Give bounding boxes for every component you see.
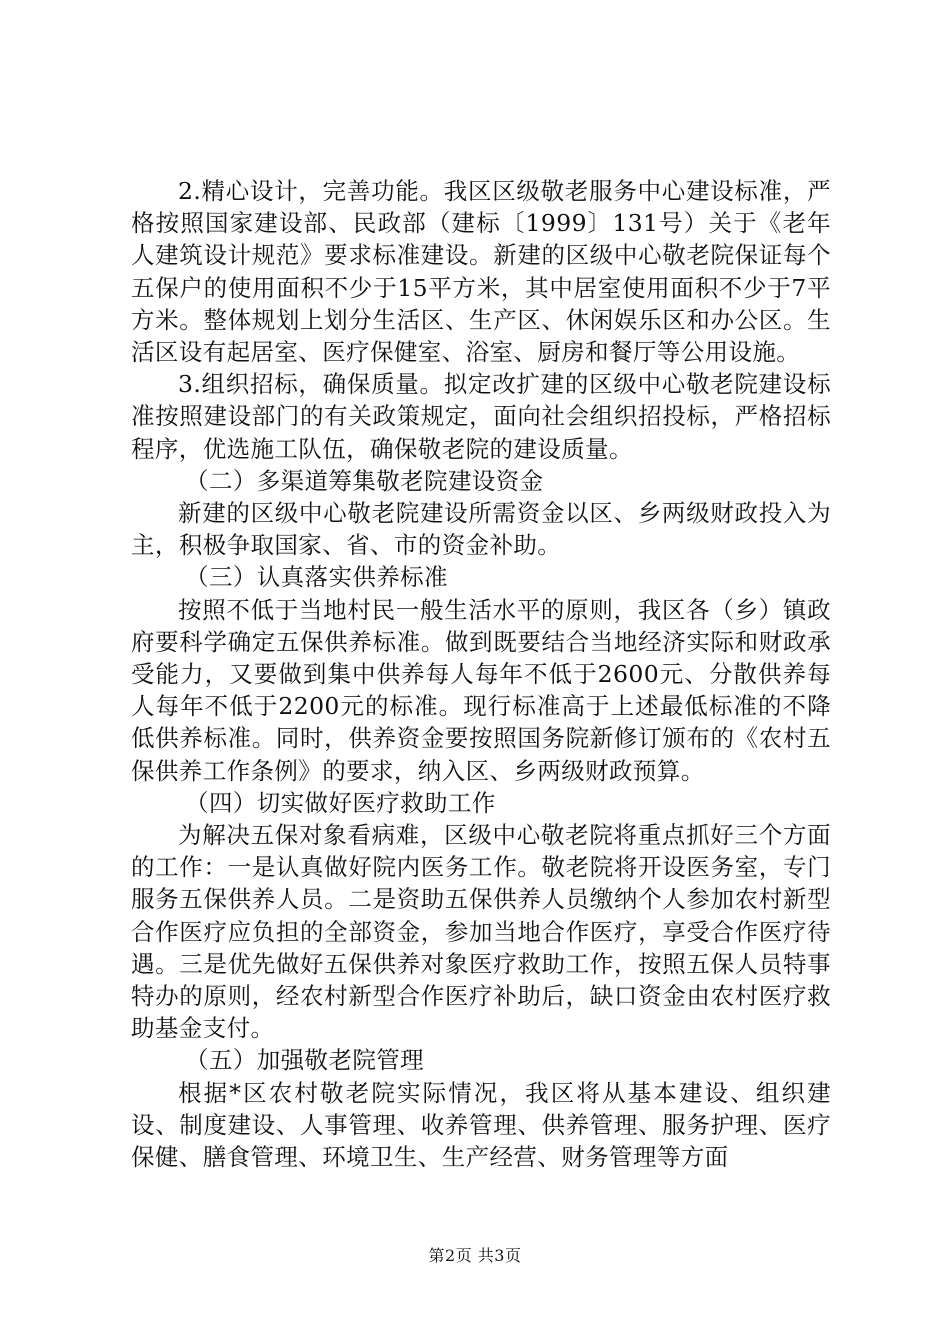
paragraph-funding: 新建的区级中心敬老院建设所需资金以区、乡两级财政投入为主，积极争取国家、省、市的资金补助。 (131, 499, 831, 560)
paragraph-management: 根据*区农村敬老院实际情况，我区将从基本建设、组织建设、制度建设、人事管理、收养管理、供养管理、服务护理、医疗保健、膳食管理、环境卫生、生产经营、财务管理等方面 (131, 1078, 831, 1172)
paragraph-design: 2.精心设计，完善功能。我区区级敬老服务中心建设标准，严格按照国家建设部、民政部（建标〔1999〕131号）关于《老年人建筑设计规范》要求标准建设。新建的区级中心敬老院保证每个五保户的使用面积不少于15平方米，其中居室使用面积不少于7平方米。整体规划上划分生活区、生产区、休闲娱乐区和办公区。生活区设有起居室、医疗保健室、浴室、厨房和餐厅等公用设施。 (131, 177, 831, 367)
paragraph-medical: 为解决五保对象看病难，区级中心敬老院将重点抓好三个方面的工作：一是认真做好院内医务工作。敬老院将开设医务室，专门服务五保供养人员。二是资助五保供养人员缴纳个人参加农村新型合作医疗应负担的全部资金，参加当地合作医疗，享受合作医疗待遇。三是优先做好五保供养对象医疗救助工作，按照五保人员特事特办的原则，经农村新型合作医疗补助后，缺口资金由农村医疗救助基金支付。 (131, 821, 831, 1043)
section-heading-management: （五）加强敬老院管理 (185, 1046, 425, 1075)
paragraph-standards: 按照不低于当地村民一般生活水平的原则，我区各（乡）镇政府要科学确定五保供养标准。做到既要结合当地经济实际和财政承受能力，又要做到集中供养每人每年不低于2600元、分散供养每人每年不低于2200元的标准。现行标准高于上述最低标准的不降低供养标准。同时，供养资金要按照国务院新修订颁布的《农村五保供养工作条例》的要求，纳入区、乡两级财政预算。 (131, 595, 831, 785)
section-heading-medical: （四）切实做好医疗救助工作 (185, 788, 496, 817)
page-number-footer: 第2页 共3页 (428, 1246, 522, 1265)
section-heading-standards: （三）认真落实供养标准 (185, 563, 448, 592)
section-heading-funding: （二）多渠道筹集敬老院建设资金 (185, 466, 544, 495)
paragraph-bidding: 3.组织招标，确保质量。拟定改扩建的区级中心敬老院建设标准按照建设部门的有关政策规定，面向社会组织招投标，严格招标程序，优选施工队伍，确保敬老院的建设质量。 (131, 370, 831, 463)
document-body (131, 175, 831, 1173)
